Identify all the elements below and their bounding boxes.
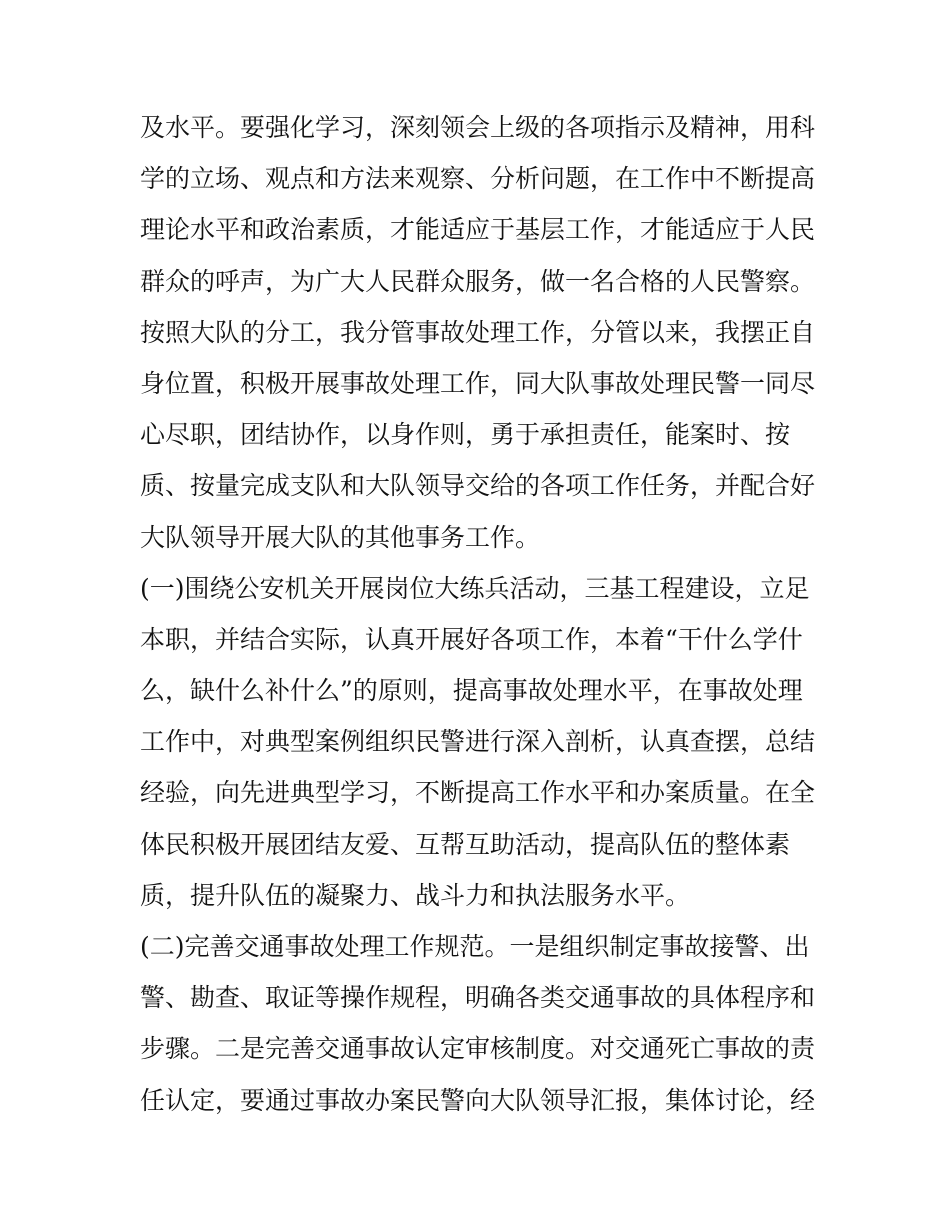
text-line: 按照大队的分工，我分管事故处理工作，分管以来，我摆正自 — [140, 317, 816, 347]
text-line: 理论水平和政治素质，才能适应于基层工作，才能适应于人民 — [140, 215, 816, 245]
text-line: (一)围绕公安机关开展岗位大练兵活动，三基工程建设，立足 — [140, 573, 810, 603]
text-line: 及水平。要强化学习，深刻领会上级的各项指示及精神，用科 — [140, 113, 816, 142]
text-line: (二)完善交通事故处理工作规范。一是组织制定事故接警、出 — [140, 932, 810, 961]
text-line: 质，提升队伍的凝聚力、战斗力和执法服务水平。 — [140, 880, 691, 910]
text-line: 工作中，对典型案例组织民警进行深入剖析，认真查摆，总结 — [140, 727, 816, 757]
text-line: 警、勘查、取证等操作规程，明确各类交通事故的具体程序和 — [140, 983, 816, 1013]
text-line: 质、按量完成支队和大队领导交给的各项工作任务，并配合好 — [140, 471, 816, 501]
text-line: 步骤。二是完善交通事故认定审核制度。对交通死亡事故的责 — [140, 1034, 816, 1064]
text-line: 心尽职，团结协作，以身作则，勇于承担责任，能案时、按 — [140, 420, 791, 450]
document-body — [140, 102, 820, 1126]
text-line: 群众的呼声，为广大人民群众服务，做一名合格的人民警察。 — [140, 266, 816, 296]
text-line: 身位置，积极开展事故处理工作，同大队事故处理民警一同尽 — [140, 368, 816, 398]
text-line: 学的立场、观点和方法来观察、分析问题，在工作中不断提高 — [140, 164, 816, 194]
text-line: 么，缺什么补什么”的原则，提高事故处理水平，在事故处理 — [140, 676, 803, 706]
text-line: 大队领导开展大队的其他事务工作。 — [140, 522, 541, 552]
text-line: 任认定，要通过事故办案民警向大队领导汇报，集体讨论，经 — [140, 1085, 816, 1115]
text-line: 经验，向先进典型学习，不断提高工作水平和办案质量。在全 — [140, 778, 816, 808]
text-line: 体民积极开展团结友爱、互帮互助活动，提高队伍的整体素 — [140, 829, 791, 859]
text-line: 本职，并结合实际，认真开展好各项工作，本着“干什么学什 — [140, 624, 803, 654]
